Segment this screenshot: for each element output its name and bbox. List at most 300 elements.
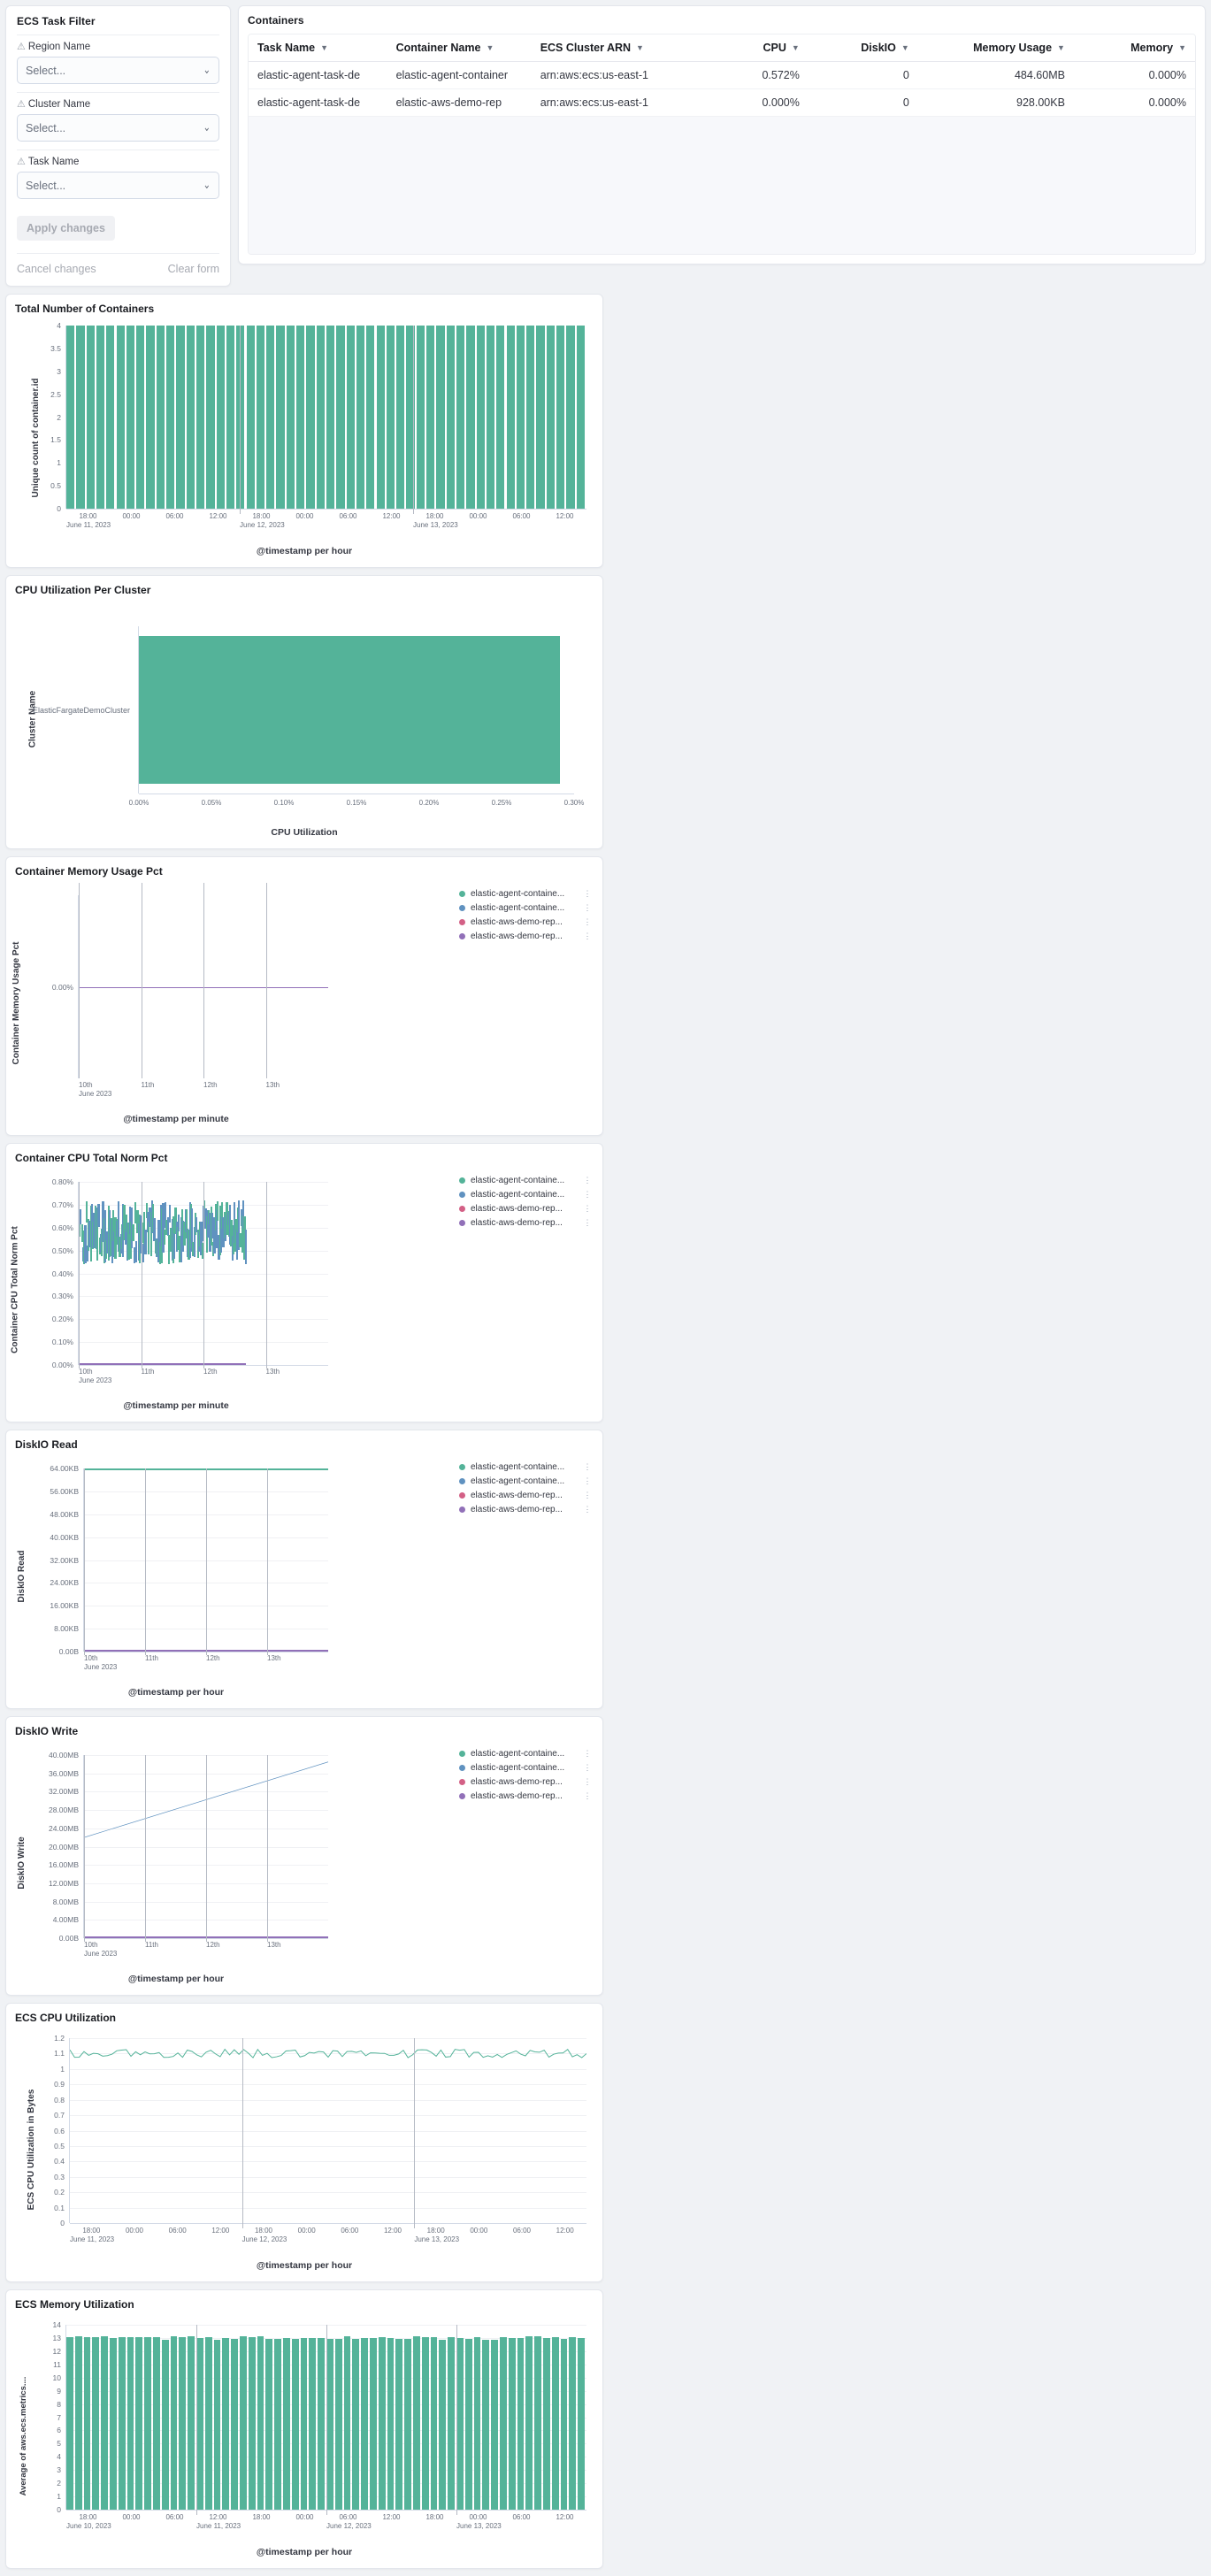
bar	[214, 2340, 221, 2510]
chart-area	[15, 598, 594, 840]
y-tick-label: 32.00KB	[50, 1555, 79, 1565]
legend-item[interactable]	[459, 1789, 592, 1803]
bar	[127, 2337, 134, 2510]
bar	[347, 326, 355, 509]
more-options-icon[interactable]: ⋮	[583, 1790, 592, 1800]
x-tick-label: 18:00	[82, 2227, 101, 2235]
legend-color-dot	[459, 1779, 465, 1785]
x-tick-label: 12:00	[556, 512, 574, 520]
bar	[276, 326, 284, 509]
x-tick-label: 12:00	[382, 512, 401, 520]
x-tick-label: 18:00	[252, 2513, 271, 2521]
legend-item[interactable]	[459, 1502, 592, 1516]
y-tick-label: 0.00%	[51, 982, 73, 992]
containers-table	[249, 34, 1195, 117]
bar	[477, 326, 485, 509]
cell-container-name: elastic-aws-demo-rep	[387, 89, 532, 117]
cell-memory: 0.000%	[1074, 62, 1195, 89]
bar	[344, 2336, 351, 2510]
apply-changes-button[interactable]: Apply changes	[17, 216, 115, 241]
bar	[196, 326, 204, 509]
chevron-down-icon: ▼	[1178, 43, 1186, 52]
field-cluster-name	[17, 92, 219, 142]
x-date-label: June 11, 2023	[196, 2522, 241, 2530]
x-tick-label: 0.10%	[273, 799, 295, 807]
more-options-icon[interactable]: ⋮	[583, 1175, 592, 1184]
chart-legend[interactable]	[459, 886, 592, 943]
date-divider	[203, 1182, 204, 1368]
table-row[interactable]	[249, 62, 1195, 89]
cluster-name-select[interactable]	[17, 114, 219, 142]
viz-title: Total Number of Containers	[15, 303, 155, 315]
bar	[126, 326, 134, 509]
y-tick-label: 48.00KB	[50, 1509, 79, 1519]
region-name-label: Region Name	[27, 42, 91, 52]
bar	[66, 326, 74, 509]
x-tick-label: 12th	[203, 1081, 218, 1089]
legend-color-dot	[459, 1220, 465, 1226]
x-axis-label: @timestamp per minute	[123, 1400, 229, 1411]
bar	[396, 326, 404, 509]
col-task-name[interactable]	[249, 34, 387, 62]
task-name-select[interactable]	[17, 172, 219, 199]
plot-area[interactable]	[51, 895, 328, 1098]
x-tick-label: 12:00	[209, 2513, 227, 2521]
bar	[222, 2338, 229, 2510]
cell-container-name: elastic-agent-container	[387, 62, 532, 89]
bar	[335, 2339, 342, 2510]
legend-item[interactable]	[459, 1215, 592, 1230]
date-divider	[267, 1468, 268, 1655]
y-tick-label: 3	[57, 366, 61, 376]
y-tick-label: 0.60%	[51, 1223, 73, 1232]
y-tick-label: 2	[57, 412, 61, 422]
plot-area[interactable]	[51, 1177, 328, 1384]
legend-item[interactable]	[459, 929, 592, 943]
x-date-label: June 12, 2023	[326, 2522, 372, 2530]
viz-ecs-cpu-utilization	[5, 2003, 603, 2282]
date-divider	[203, 883, 204, 1078]
cell-memory-usage: 928.00KB	[918, 89, 1074, 117]
plot-area[interactable]	[54, 2034, 586, 2243]
region-name-select[interactable]	[17, 57, 219, 84]
col-label: Container Name	[395, 42, 481, 54]
ecs-task-filter-panel	[5, 5, 231, 287]
series-segment	[80, 1209, 81, 1224]
bar	[356, 326, 364, 509]
y-tick-label: 0.9	[54, 2080, 65, 2089]
containers-title: Containers	[248, 14, 304, 27]
x-date-label: June 2023	[79, 1376, 112, 1384]
bar	[317, 326, 325, 509]
legend-item[interactable]	[459, 1201, 592, 1215]
bar	[87, 326, 95, 509]
chart-area	[10, 1166, 594, 1413]
bar	[326, 2339, 333, 2510]
plot-area[interactable]	[52, 2320, 586, 2530]
plot-area[interactable]	[50, 321, 586, 529]
viz-ecs-memory-utilization	[5, 2289, 603, 2569]
legend-label: elastic-agent-containe...	[471, 1476, 565, 1486]
viz-title: Container Memory Usage Pct	[15, 865, 163, 878]
cell-cluster-arn: arn:aws:ecs:us-east-1	[532, 89, 699, 117]
col-label: ECS Cluster ARN	[540, 42, 632, 54]
chevron-down-icon: ▼	[1057, 43, 1065, 52]
y-axis-label: DiskIO Read	[16, 1550, 27, 1602]
cell-cluster-arn: arn:aws:ecs:us-east-1	[532, 62, 699, 89]
more-options-icon[interactable]: ⋮	[583, 931, 592, 940]
bar	[318, 2338, 325, 2510]
bar	[240, 2336, 247, 2510]
col-cpu[interactable]	[699, 34, 809, 62]
x-tick-label: 11th	[141, 1081, 155, 1089]
bar	[101, 2336, 108, 2510]
plot-area[interactable]	[50, 1464, 328, 1671]
legend-item[interactable]	[459, 1460, 592, 1474]
x-axis-label: @timestamp per hour	[256, 2547, 353, 2557]
cell-diskio: 0	[809, 89, 918, 117]
chevron-down-icon: ▼	[320, 43, 329, 52]
bar	[306, 326, 314, 509]
bar	[144, 2337, 151, 2510]
x-tick-label: 12:00	[382, 2513, 401, 2521]
col-label: Memory	[1131, 42, 1174, 54]
bar	[76, 326, 84, 509]
cancel-changes-button[interactable]: Cancel changes	[17, 263, 96, 275]
x-tick-label: 12:00	[211, 2227, 230, 2235]
bar	[205, 2337, 212, 2510]
bar	[366, 326, 374, 509]
bar	[188, 2336, 195, 2510]
field-task-name	[17, 150, 219, 199]
more-options-icon[interactable]: ⋮	[583, 1490, 592, 1499]
legend-item[interactable]	[459, 915, 592, 929]
more-options-icon[interactable]: ⋮	[583, 1461, 592, 1471]
bar	[92, 2337, 99, 2510]
legend-color-dot	[459, 1506, 465, 1513]
x-tick-label: 06:00	[512, 512, 531, 520]
bar	[217, 326, 225, 509]
x-tick-label: 00:00	[470, 2227, 488, 2235]
date-divider	[240, 326, 241, 514]
y-tick-label: 13	[52, 2333, 61, 2342]
x-tick-label: 00:00	[122, 512, 141, 520]
legend-item[interactable]	[459, 1760, 592, 1775]
x-tick-label: 00:00	[295, 512, 314, 520]
bar	[517, 2338, 525, 2510]
bar	[106, 326, 114, 509]
legend-color-dot	[459, 1464, 465, 1470]
date-divider	[456, 2325, 457, 2515]
more-options-icon[interactable]: ⋮	[583, 902, 592, 912]
chevron-down-icon: ▼	[486, 43, 494, 52]
legend-label: elastic-aws-demo-rep...	[471, 1203, 563, 1214]
legend-item[interactable]	[459, 901, 592, 915]
y-tick-label: 36.00MB	[48, 1768, 79, 1778]
x-date-label: June 12, 2023	[240, 521, 285, 529]
x-tick-label: 10th	[84, 1941, 98, 1949]
x-tick-label: 18:00	[425, 512, 444, 520]
x-date-label: June 11, 2023	[66, 521, 111, 529]
y-tick-label: 6	[57, 2426, 61, 2435]
chart-legend[interactable]	[459, 1460, 592, 1516]
col-label: Task Name	[257, 42, 316, 54]
more-options-icon[interactable]: ⋮	[583, 1217, 592, 1227]
bar	[361, 2338, 368, 2510]
bar	[417, 326, 425, 509]
series-segment	[245, 1230, 247, 1264]
region-name-value: Select...	[26, 64, 66, 77]
bar	[119, 2337, 126, 2510]
y-tick-label: 4	[57, 321, 61, 330]
y-tick-label: 0.00B	[58, 1647, 79, 1656]
x-tick-label: 00:00	[469, 512, 487, 520]
y-tick-label: 40.00MB	[48, 1751, 79, 1760]
table-row[interactable]	[249, 89, 1195, 117]
chevron-down-icon: ▼	[791, 43, 800, 52]
col-diskio[interactable]	[809, 34, 918, 62]
bar	[135, 2337, 142, 2510]
date-divider	[79, 883, 80, 1078]
x-tick-label: 18:00	[425, 2513, 444, 2521]
x-tick-label: 00:00	[125, 2227, 144, 2235]
chart-area	[15, 2312, 594, 2559]
legend-item[interactable]	[459, 1746, 592, 1760]
bar	[287, 326, 295, 509]
x-tick-label: 00:00	[297, 2227, 316, 2235]
date-divider	[196, 2325, 197, 2515]
bar	[487, 326, 494, 509]
bar	[439, 2340, 446, 2510]
x-tick-label: 12:00	[556, 2513, 574, 2521]
bar	[75, 2336, 82, 2510]
date-divider	[79, 1182, 80, 1368]
warning-icon: ⚠	[17, 41, 26, 52]
bar	[491, 2340, 498, 2510]
y-tick-label: 0	[57, 2505, 61, 2514]
x-date-label: June 10, 2023	[66, 2522, 111, 2530]
y-tick-label: 4	[57, 2452, 61, 2462]
chart-area	[15, 1739, 594, 1986]
x-date-label: June 2023	[84, 1950, 118, 1958]
bar	[552, 2337, 559, 2510]
viz-title: DiskIO Write	[15, 1725, 79, 1737]
bar	[336, 326, 344, 509]
y-tick-label: 0.20%	[51, 1315, 73, 1324]
legend-item[interactable]	[459, 1187, 592, 1201]
bar	[266, 326, 274, 509]
series-line	[79, 1363, 246, 1365]
bar	[465, 2339, 472, 2510]
x-tick-label: 12:00	[383, 2227, 402, 2235]
y-tick-label: 3.5	[50, 343, 61, 353]
more-options-icon[interactable]: ⋮	[583, 1189, 592, 1199]
more-options-icon[interactable]: ⋮	[583, 1504, 592, 1514]
task-name-label: Task Name	[27, 157, 80, 167]
bar	[176, 326, 184, 509]
legend-item[interactable]	[459, 1173, 592, 1187]
x-axis-label: CPU Utilization	[271, 827, 338, 838]
legend-label: elastic-aws-demo-rep...	[471, 1490, 563, 1500]
x-axis-label: @timestamp per hour	[256, 546, 353, 556]
cell-task-name: elastic-agent-task-de	[249, 62, 387, 89]
x-tick-label: 00:00	[295, 2513, 314, 2521]
x-tick-label: 12:00	[209, 512, 227, 520]
legend-label: elastic-agent-containe...	[471, 1175, 565, 1185]
chevron-down-icon: ▼	[901, 43, 909, 52]
y-tick-label: 0.40%	[51, 1269, 73, 1278]
viz-title: DiskIO Read	[15, 1438, 78, 1451]
x-tick-label: 06:00	[341, 2227, 359, 2235]
legend-item[interactable]	[459, 1775, 592, 1789]
y-tick-label: 0	[57, 504, 61, 513]
x-tick-label: 10th	[79, 1368, 93, 1376]
field-region-name	[17, 34, 219, 84]
bar	[525, 2336, 533, 2510]
bar	[561, 2339, 568, 2510]
col-ecs-cluster-arn[interactable]	[532, 34, 699, 62]
legend-color-dot	[459, 905, 465, 911]
bar	[577, 326, 585, 509]
y-tick-label: 1	[57, 458, 61, 468]
y-tick-label: 16.00KB	[50, 1601, 79, 1611]
x-tick-label: 10th	[79, 1081, 93, 1089]
series-line	[70, 2038, 586, 2223]
bar	[547, 326, 555, 509]
col-memory-usage[interactable]	[918, 34, 1074, 62]
x-tick-label: 13th	[265, 1081, 280, 1089]
cell-memory-usage: 484.60MB	[918, 62, 1074, 89]
date-divider	[84, 1468, 85, 1655]
bar	[566, 326, 574, 509]
more-options-icon[interactable]: ⋮	[583, 1762, 592, 1772]
more-options-icon[interactable]: ⋮	[583, 916, 592, 926]
legend-color-dot	[459, 1751, 465, 1757]
x-date-label: June 13, 2023	[414, 2235, 460, 2243]
x-tick-label: 18:00	[79, 512, 97, 520]
x-tick-label: 18:00	[79, 2513, 97, 2521]
col-label: DiskIO	[861, 42, 896, 54]
cell-memory: 0.000%	[1074, 89, 1195, 117]
bar	[377, 326, 385, 509]
legend-label: elastic-aws-demo-rep...	[471, 1790, 563, 1801]
y-tick-label: 20.00MB	[48, 1842, 79, 1852]
bar	[556, 326, 564, 509]
x-tick-label: 13th	[267, 1654, 281, 1662]
legend-color-dot	[459, 933, 465, 939]
legend-item[interactable]	[459, 886, 592, 901]
bar	[426, 326, 434, 509]
bar	[534, 2336, 541, 2510]
viz-container-memory-usage-pct	[5, 856, 603, 1136]
legend-item[interactable]	[459, 1488, 592, 1502]
y-tick-label: 5	[57, 2439, 61, 2449]
x-tick-label: 0.30%	[563, 799, 585, 807]
y-tick-label: 12.00MB	[48, 1878, 79, 1888]
bar	[456, 326, 464, 509]
chart-legend[interactable]	[459, 1746, 592, 1803]
y-tick-label: 8.00KB	[54, 1624, 79, 1634]
bar	[517, 326, 525, 509]
x-tick-label: 06:00	[512, 2227, 532, 2235]
legend-item[interactable]	[459, 1474, 592, 1488]
x-axis-line	[66, 509, 586, 510]
clear-form-button[interactable]: Clear form	[167, 263, 219, 275]
more-options-icon[interactable]: ⋮	[583, 1476, 592, 1485]
legend-label: elastic-agent-containe...	[471, 888, 565, 899]
y-tick-label: 1.2	[54, 2034, 65, 2043]
y-tick-label: 0.8	[54, 2095, 65, 2104]
chevron-down-icon: ⌄	[203, 63, 211, 78]
x-tick-label: 0.05%	[201, 799, 222, 807]
col-memory[interactable]	[1074, 34, 1195, 62]
date-divider	[326, 2325, 327, 2515]
y-tick-label: 1	[57, 2492, 61, 2502]
plot-area[interactable]	[48, 1751, 328, 1958]
y-axis-label: Cluster Name	[27, 690, 38, 748]
filter-panel-title: ECS Task Filter	[17, 15, 96, 27]
more-options-icon[interactable]: ⋮	[583, 1748, 592, 1758]
x-tick-label: 10th	[84, 1654, 98, 1662]
chart-legend[interactable]	[459, 1173, 592, 1230]
date-divider	[242, 2038, 243, 2228]
y-tick-label: 0.5	[50, 481, 61, 491]
legend-label: elastic-aws-demo-rep...	[471, 1504, 563, 1514]
bar	[507, 326, 515, 509]
y-tick-label: 12	[52, 2346, 61, 2356]
date-divider	[267, 1755, 268, 1942]
y-tick-label: 0.00B	[58, 1934, 79, 1943]
table-header-row	[249, 34, 1195, 62]
y-tick-label: 7	[57, 2412, 61, 2422]
more-options-icon[interactable]: ⋮	[583, 1203, 592, 1213]
bar	[500, 2337, 507, 2510]
chevron-down-icon: ⌄	[203, 178, 211, 193]
cluster-name-label: Cluster Name	[27, 99, 91, 110]
bar	[370, 2338, 377, 2510]
bar	[292, 2339, 299, 2510]
x-tick-label: 11th	[141, 1368, 155, 1376]
y-tick-label: 0.2	[54, 2188, 65, 2197]
bar	[146, 326, 154, 509]
bar	[447, 326, 455, 509]
bar	[466, 326, 474, 509]
x-tick-label: 06:00	[168, 2227, 187, 2235]
more-options-icon[interactable]: ⋮	[583, 1776, 592, 1786]
x-tick-label: 12th	[206, 1654, 220, 1662]
legend-color-dot	[459, 1177, 465, 1184]
x-date-label: June 2023	[84, 1663, 118, 1671]
category-label: ElasticFargateDemoCluster	[32, 705, 130, 715]
more-options-icon[interactable]: ⋮	[583, 888, 592, 898]
bar	[509, 2338, 516, 2510]
legend-label: elastic-agent-containe...	[471, 1748, 565, 1759]
y-axis-label: Average of aws.ecs.metrics....	[18, 2376, 28, 2496]
x-tick-label: 11th	[145, 1654, 158, 1662]
table-empty-area	[249, 117, 1195, 254]
y-tick-label: 0.50%	[51, 1246, 73, 1255]
x-tick-label: 0.15%	[346, 799, 367, 807]
col-container-name[interactable]	[387, 34, 532, 62]
y-tick-label: 0.00%	[51, 1361, 73, 1369]
viz-diskio-write	[5, 1716, 603, 1996]
bar	[526, 326, 534, 509]
y-axis-label: Container CPU Total Norm Pct	[10, 1225, 20, 1353]
legend-label: elastic-aws-demo-rep...	[471, 931, 563, 941]
field-label-task	[17, 157, 219, 167]
date-divider	[414, 2038, 415, 2228]
series-segment	[132, 1224, 134, 1242]
